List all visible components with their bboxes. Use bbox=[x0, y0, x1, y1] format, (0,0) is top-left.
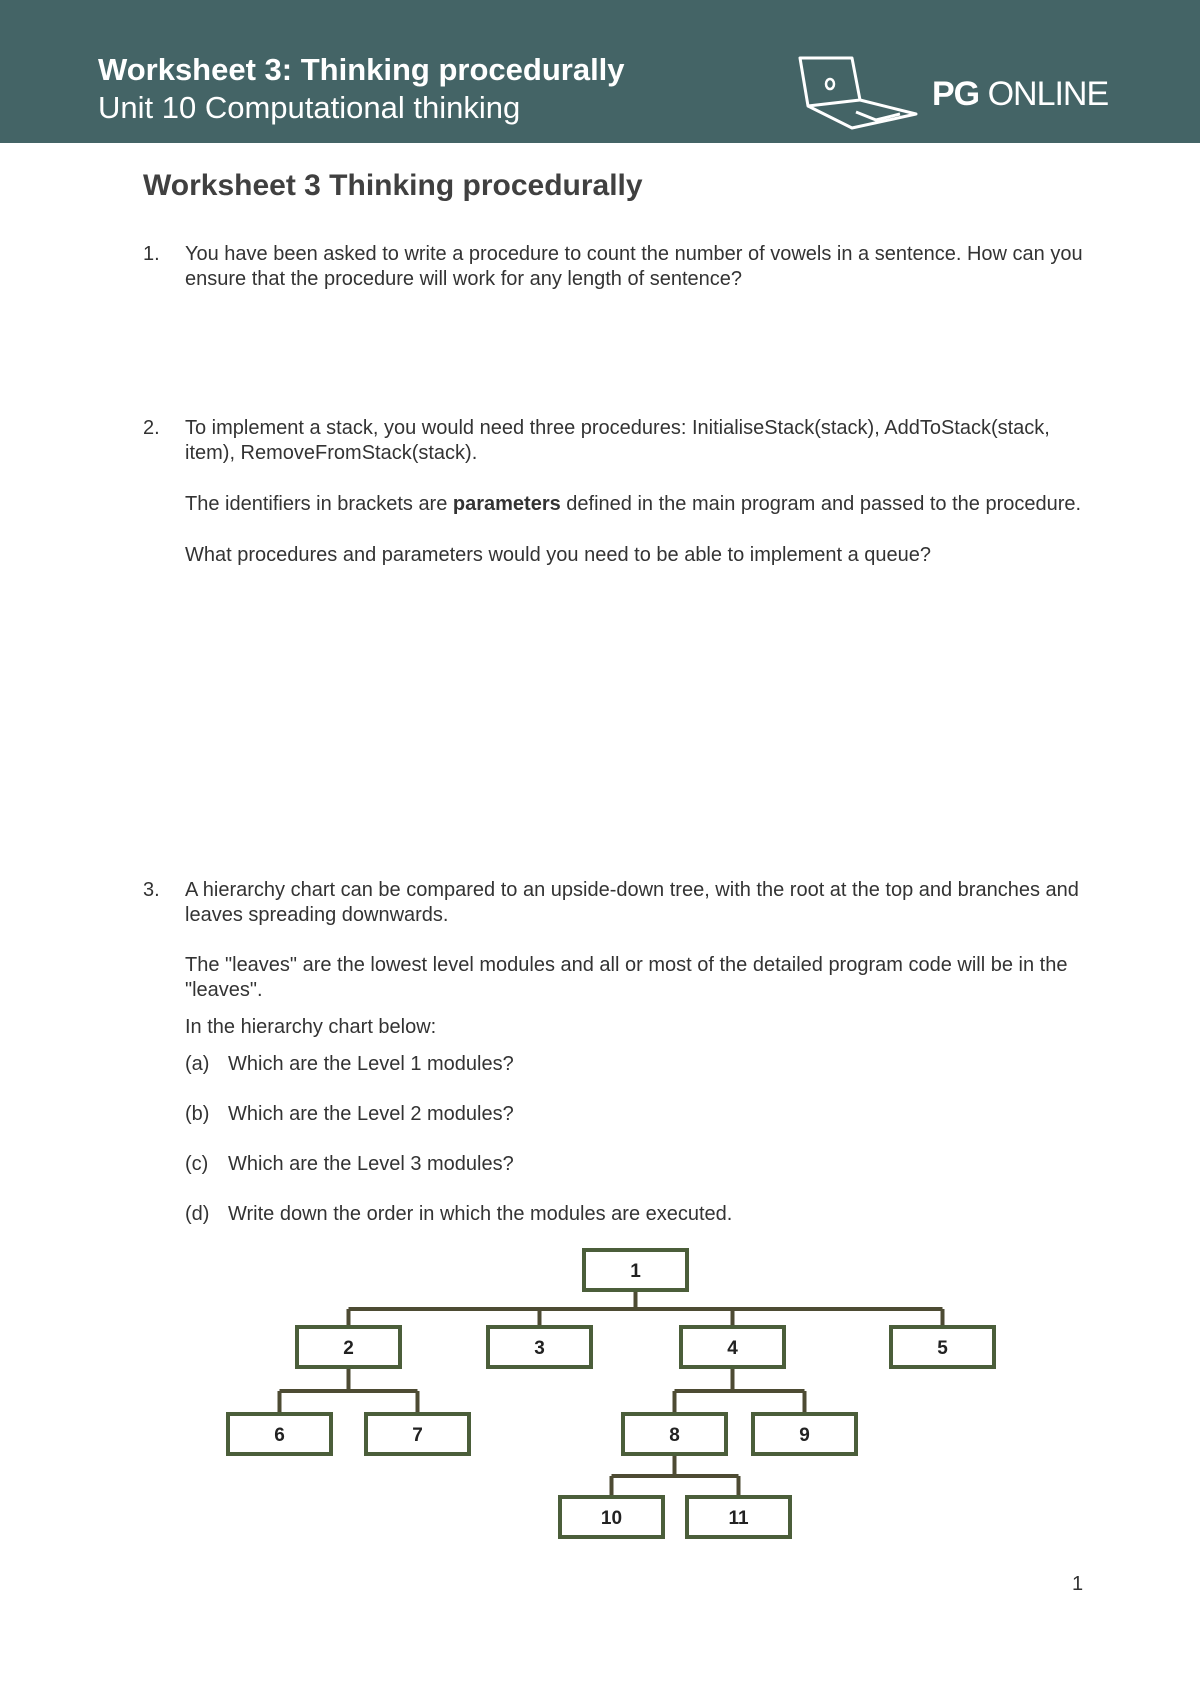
sub-question-a: (a) Which are the Level 1 modules? bbox=[185, 1053, 514, 1075]
brand-logo-text: PG ONLINE bbox=[932, 75, 1109, 113]
question-3 bbox=[143, 878, 1103, 1227]
module-box-3 bbox=[488, 1327, 591, 1367]
parameters-paragraph: The identifiers in brackets are parameters defined in the main program and passed to the procedure. bbox=[185, 493, 1082, 515]
sub-question-b: (b) Which are the Level 2 modules? bbox=[185, 1103, 514, 1125]
module-box-6 bbox=[228, 1414, 331, 1454]
question-1 bbox=[143, 242, 1103, 292]
module-label: 10 bbox=[600, 1508, 623, 1529]
module-label: 8 bbox=[669, 1425, 680, 1446]
question-text: You have been asked to write a procedure to count the number of vowels in a sentence. How can you ensure that the procedure will work for any length of sentence? bbox=[185, 243, 1083, 290]
hierarchy-nodes bbox=[228, 1250, 994, 1537]
chart-intro: In the hierarchy chart below: bbox=[185, 1016, 437, 1038]
module-box-1 bbox=[584, 1250, 687, 1290]
module-label: 3 bbox=[534, 1338, 545, 1359]
sub-question-d: (d) Write down the order in which the modules are executed. bbox=[185, 1203, 733, 1225]
module-box-9 bbox=[753, 1414, 856, 1454]
question-prompt: What procedures and parameters would you need to be able to implement a queue? bbox=[185, 544, 932, 566]
page-number: 1 bbox=[1072, 1573, 1084, 1595]
module-label: 11 bbox=[728, 1508, 749, 1529]
module-label: 9 bbox=[799, 1425, 810, 1446]
worksheet-title: Worksheet 3: Thinking procedurally bbox=[98, 52, 625, 87]
laptop-logo-icon bbox=[796, 54, 924, 134]
module-box-5 bbox=[891, 1327, 994, 1367]
module-label: 1 bbox=[630, 1261, 641, 1282]
question-number: 2. bbox=[143, 417, 160, 439]
module-box-4 bbox=[681, 1327, 784, 1367]
module-label: 7 bbox=[412, 1425, 423, 1446]
question-text: A hierarchy chart can be compared to an upside-down tree, with the root at the top and branches and leaves spreading downwards. bbox=[185, 879, 1079, 926]
unit-subtitle: Unit 10 Computational thinking bbox=[98, 90, 521, 125]
module-label: 6 bbox=[274, 1425, 285, 1446]
module-label: 2 bbox=[343, 1338, 354, 1359]
module-box-2 bbox=[297, 1327, 400, 1367]
module-box-7 bbox=[366, 1414, 469, 1454]
module-box-11 bbox=[687, 1497, 790, 1537]
module-label: 4 bbox=[727, 1338, 738, 1359]
module-label: 5 bbox=[937, 1338, 948, 1359]
header-banner bbox=[0, 0, 1200, 143]
leaves-paragraph: The "leaves" are the lowest level modules and all or most of the detailed program code will be in the "leaves". bbox=[185, 954, 1068, 1001]
page-heading: Worksheet 3 Thinking procedurally bbox=[143, 169, 643, 202]
question-text: To implement a stack, you would need three procedures: InitialiseStack(stack), AddToStack(stack, item), RemoveFromStack(stack). bbox=[185, 417, 1050, 464]
module-box-8 bbox=[623, 1414, 726, 1454]
parameters-term: parameters bbox=[452, 493, 561, 515]
question-number: 1. bbox=[143, 243, 160, 265]
module-box-10 bbox=[560, 1497, 663, 1537]
question-number: 3. bbox=[143, 879, 160, 901]
hierarchy-connectors bbox=[280, 1290, 943, 1497]
sub-question-c: (c) Which are the Level 3 modules? bbox=[185, 1153, 514, 1175]
question-2 bbox=[143, 416, 1103, 568]
